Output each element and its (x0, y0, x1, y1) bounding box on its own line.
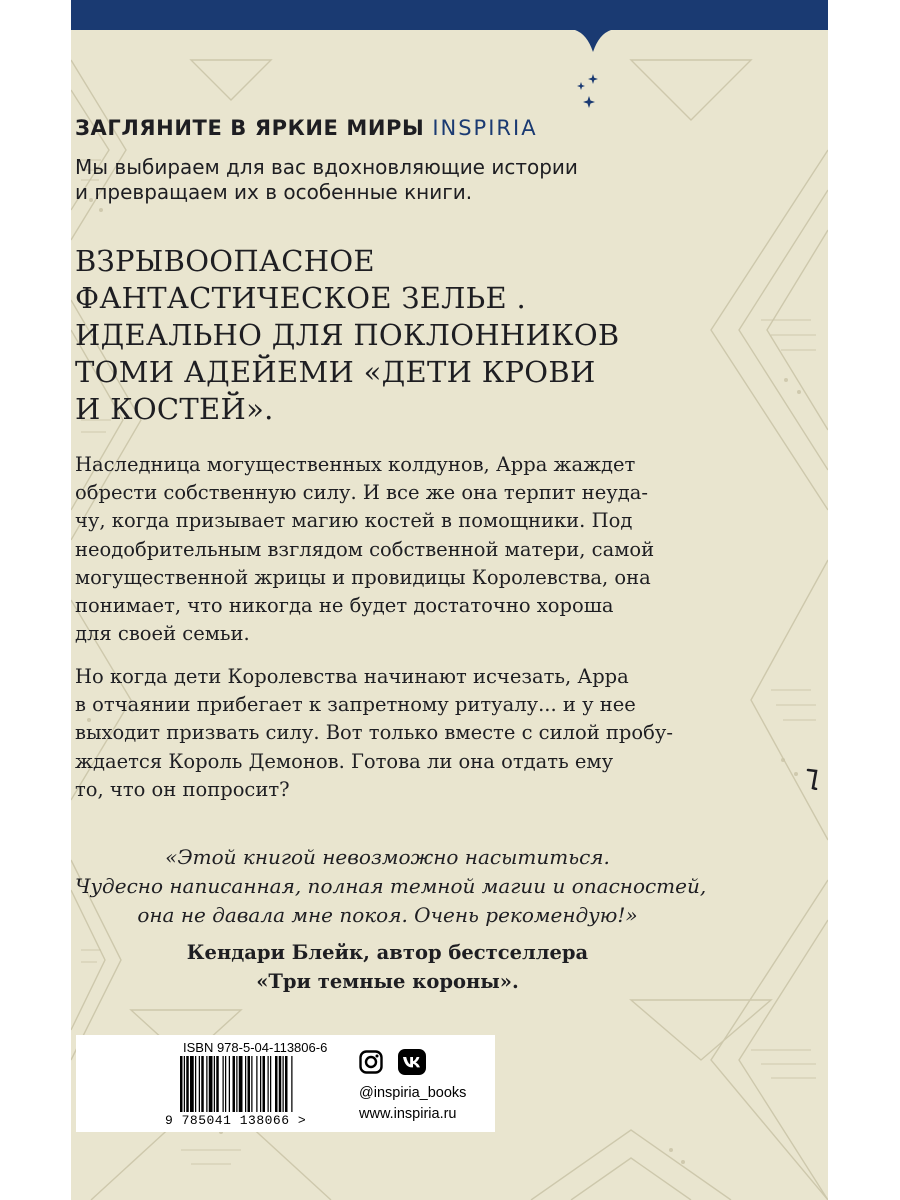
barcode (178, 1056, 338, 1112)
barcode-bar (245, 1056, 246, 1112)
barcode-bar (236, 1056, 237, 1112)
barcode-digits: 9 785041 138066 > (165, 1113, 307, 1128)
paragraph-line: понимает, что никогда не будет достаточно хороша (75, 594, 614, 618)
series-heading-text: ЗАГЛЯНИТЕ В ЯРКИЕ МИРЫ (75, 116, 425, 140)
barcode-bar (186, 1056, 189, 1112)
top-banner (71, 0, 828, 60)
barcode-bar (214, 1056, 215, 1112)
sparkle-icon (571, 72, 601, 112)
barcode-bar (270, 1056, 271, 1112)
edge-mark (806, 768, 826, 790)
tagline-line: ВЗРЫВООПАСНОЕ (75, 244, 375, 278)
synopsis-paragraph-1 (75, 451, 654, 648)
barcode-bar (184, 1056, 185, 1112)
paragraph-line: Но когда дети Королевства начинают исчезать, Арра (75, 665, 629, 688)
barcode-bar (285, 1056, 288, 1112)
intro-line: Мы выбираем для вас вдохновляющие истории (75, 155, 578, 179)
quote-attribution (75, 938, 700, 996)
barcode-bar (190, 1056, 194, 1112)
vk-icon[interactable] (398, 1049, 426, 1075)
barcode-bar (229, 1056, 230, 1112)
barcode-bar (275, 1056, 278, 1112)
barcode-bar (239, 1056, 243, 1112)
barcode-bar (206, 1056, 207, 1112)
series-intro (75, 155, 578, 205)
quote-line: она не давала мне покоя. Очень рекомендую!» (137, 903, 638, 927)
barcode-bar (216, 1056, 219, 1112)
barcode-bar (260, 1056, 261, 1112)
barcode-bar (233, 1056, 236, 1112)
barcode-bar (223, 1056, 224, 1112)
paragraph-line: выходит призвать силу. Вот только вместе с силой пробу- (75, 721, 673, 745)
series-heading (75, 116, 538, 140)
paragraph-line: чу, когда призывает магию костей в помощники. Под (75, 509, 633, 533)
attribution-line: Кендари Блейк, автор бестселлера (186, 941, 589, 964)
barcode-bar (225, 1056, 226, 1112)
barcode-bar (268, 1056, 269, 1112)
barcode-bar (199, 1056, 200, 1112)
barcode-bar (201, 1056, 204, 1112)
barcode-bar (248, 1056, 251, 1112)
tagline (75, 243, 620, 428)
barcode-bar (180, 1056, 183, 1112)
synopsis-paragraph-2 (75, 663, 673, 804)
barcode-bar (209, 1056, 213, 1112)
intro-line: и превращаем их в особенные книги. (75, 180, 473, 204)
barcode-bar (251, 1056, 252, 1112)
paragraph-line: в отчаянии прибегает к запретному ритуалу... и у нее (75, 693, 636, 717)
paragraph-line: ждается Король Демонов. Готова ли она отдать ему (75, 749, 614, 773)
paragraph-line: для своей семьи. (75, 622, 250, 646)
barcode-bar (291, 1056, 292, 1112)
quote-line: «Этой книгой невозможно насытиться. (165, 845, 610, 869)
tagline-line: ТОМИ АДЕЙЕМИ «ДЕТИ КРОВИ (75, 355, 596, 389)
instagram-handle[interactable]: @inspiria_books (359, 1085, 467, 1101)
barcode-bar (195, 1056, 196, 1112)
tagline-line: ФАНТАСТИЧЕСКОЕ ЗЕЛЬЕ . (75, 281, 527, 315)
instagram-icon[interactable] (359, 1050, 383, 1074)
barcode-bar (263, 1056, 266, 1112)
isbn-label: ISBN 978-5-04-113806-6 (183, 1040, 328, 1055)
paragraph-line: могущественной жрицы и провидицы Королевства, она (75, 565, 651, 589)
paragraph-line: обрести собственную силу. И все же она терпит неуда- (75, 481, 648, 505)
paragraph-line: неодобрительным взглядом собственной матери, самой (75, 537, 655, 561)
tagline-line: И КОСТЕЙ». (75, 392, 274, 426)
website-link[interactable]: www.inspiria.ru (359, 1106, 457, 1122)
brand-name: INSPIRIA (432, 116, 538, 140)
tagline-line: ИДЕАЛЬНО ДЛЯ ПОКЛОННИКОВ (75, 318, 620, 352)
barcode-bar (256, 1056, 257, 1112)
attribution-line: «Три темные короны». (256, 970, 519, 993)
review-quote (75, 843, 707, 930)
barcode-bar (279, 1056, 282, 1112)
paragraph-line: Наследница могущественных колдунов, Арра жаждет (75, 453, 636, 476)
paragraph-line: то, что он попросит? (75, 777, 290, 801)
quote-line: Чудесно написанная, полная темной магии и опасностей, (75, 874, 707, 898)
barcode-bar (283, 1056, 284, 1112)
